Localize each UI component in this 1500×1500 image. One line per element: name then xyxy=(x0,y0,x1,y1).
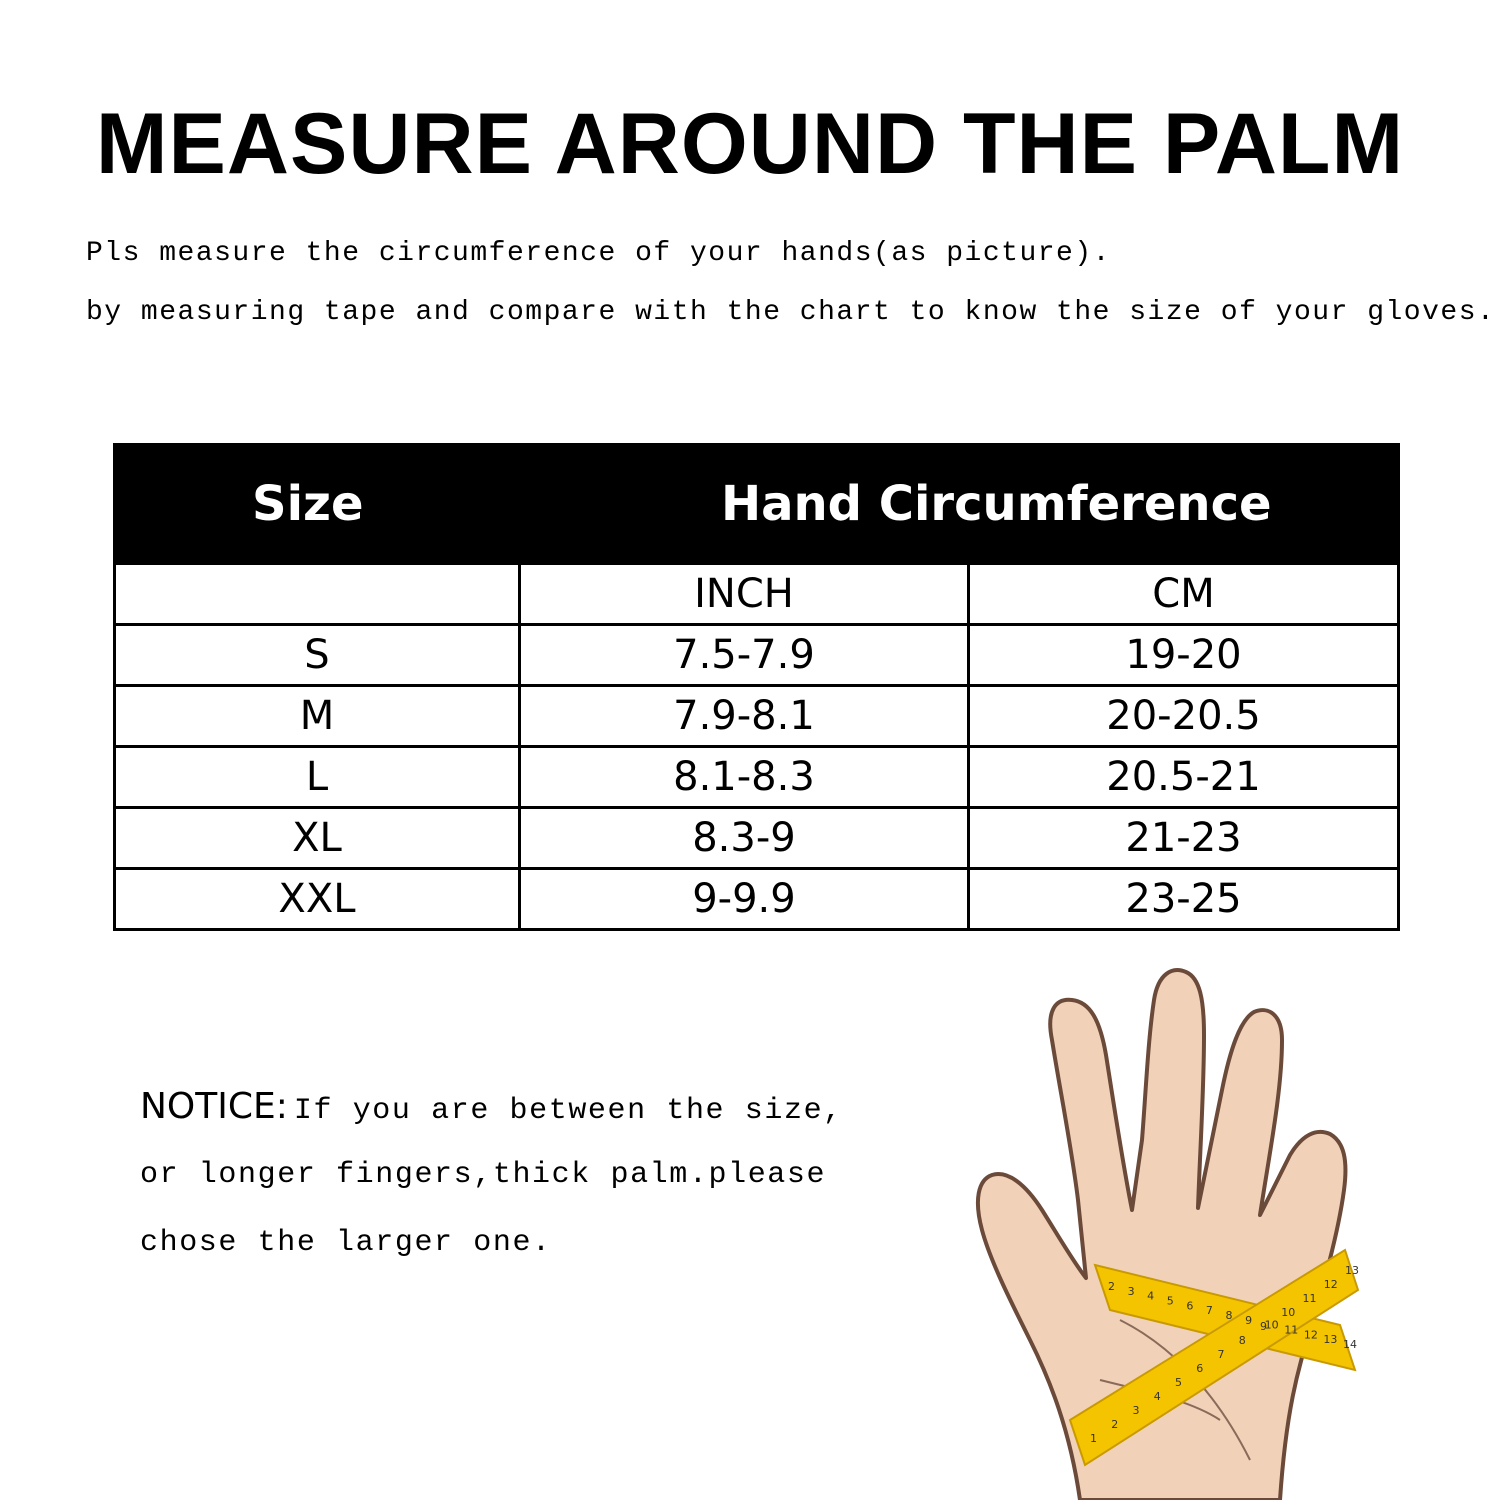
tape-number: 5 xyxy=(1175,1376,1182,1389)
size-cell: S xyxy=(115,625,520,686)
tape-number: 9 xyxy=(1260,1320,1267,1333)
tape-number: 1 xyxy=(1090,1432,1097,1445)
tape-number: 3 xyxy=(1132,1404,1140,1417)
size-cell: XXL xyxy=(115,869,520,930)
tape-number: 11 xyxy=(1284,1323,1299,1337)
tape-number: 8 xyxy=(1225,1309,1233,1322)
size-cell: M xyxy=(115,686,520,747)
size-chart-table xyxy=(113,443,1400,931)
cm-cell: 21-23 xyxy=(968,808,1398,869)
tape-number: 12 xyxy=(1303,1328,1318,1342)
tape-number: 5 xyxy=(1166,1294,1174,1308)
instruction-line-2: by measuring tape and compare with the chart to know the size of your gloves. xyxy=(86,297,1496,328)
table-header-row xyxy=(115,445,1399,564)
table-row xyxy=(115,808,1399,869)
unit-cm: CM xyxy=(968,564,1398,625)
cm-cell: 20.5-21 xyxy=(968,747,1398,808)
tape-number: 4 xyxy=(1147,1289,1155,1303)
tape-number: 14 xyxy=(1343,1338,1357,1351)
size-cell: L xyxy=(115,747,520,808)
inch-cell: 8.1-8.3 xyxy=(519,747,968,808)
tape-number: 11 xyxy=(1302,1292,1317,1305)
inch-cell: 7.9-8.1 xyxy=(519,686,968,747)
inch-cell: 7.5-7.9 xyxy=(519,625,968,686)
instruction-line-1: Pls measure the circumference of your hands(as picture). xyxy=(86,238,1111,269)
notice-line-3: chose the larger one. xyxy=(140,1226,552,1260)
size-cell: XL xyxy=(115,808,520,869)
table-row xyxy=(115,869,1399,930)
tape-number: 10 xyxy=(1281,1306,1296,1319)
notice-line-2: or longer fingers,thick palm.please xyxy=(140,1158,827,1192)
tape-number: 4 xyxy=(1153,1390,1161,1403)
hand-with-measuring-tape-icon xyxy=(960,960,1380,1500)
tape-number: 10 xyxy=(1264,1318,1279,1332)
page-title: MEASURE AROUND THE PALM xyxy=(95,96,1405,192)
notice-line-1 xyxy=(140,1086,960,1128)
tape-number: 13 xyxy=(1345,1264,1359,1277)
cm-cell: 23-25 xyxy=(968,869,1398,930)
cm-cell: 20-20.5 xyxy=(968,686,1398,747)
tape-number: 7 xyxy=(1205,1304,1213,1318)
tape-number: 9 xyxy=(1245,1313,1253,1327)
header-size: Size xyxy=(115,445,520,564)
tape-number: 8 xyxy=(1238,1334,1246,1347)
notice-label: NOTICE: xyxy=(140,1086,288,1127)
tape-number: 13 xyxy=(1323,1333,1338,1347)
hand-outline xyxy=(978,970,1346,1500)
table-row xyxy=(115,686,1399,747)
unit-row xyxy=(115,564,1399,625)
tape-number: 6 xyxy=(1186,1299,1194,1313)
unit-inch: INCH xyxy=(519,564,968,625)
tape-number: 3 xyxy=(1127,1284,1135,1298)
notice-text-1: If you are between the size, xyxy=(293,1094,843,1128)
inch-cell: 9-9.9 xyxy=(519,869,968,930)
unit-blank-cell xyxy=(115,564,520,625)
tape-number: 2 xyxy=(1108,1280,1115,1293)
tape-number: 2 xyxy=(1111,1418,1119,1431)
tape-number: 6 xyxy=(1196,1362,1204,1375)
table-row xyxy=(115,625,1399,686)
table-row xyxy=(115,747,1399,808)
cm-cell: 19-20 xyxy=(968,625,1398,686)
header-hand-circumference: Hand Circumference xyxy=(519,445,1398,564)
tape-number: 12 xyxy=(1323,1278,1338,1291)
tape-number: 7 xyxy=(1217,1348,1225,1361)
inch-cell: 8.3-9 xyxy=(519,808,968,869)
